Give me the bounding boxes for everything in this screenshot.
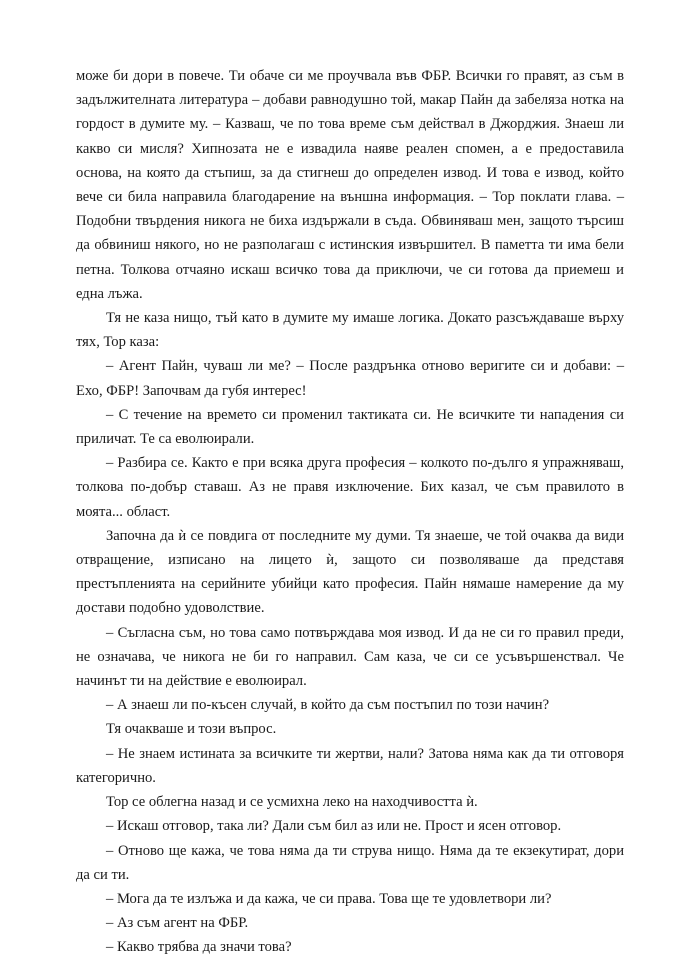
paragraph: Тя не каза нищо, тъй като в думите му имаше логика. Докато разсъждаваше върху тях, Тор каза:	[76, 310, 624, 351]
paragraph: може би дори в повече. Ти обаче си ме проучвала във ФБР. Всички го правят, аз съм в задължителната литература – добави равнодушно той, макар Пайн да забеляза нотка на гордост в думите му. – Казваш, че по това време съм действал в Джорджия. Знаеш ли какво си мисля? Хипнозата не е извадила наяве реален спомен, а е предоставила основа, на която да стъпиш, за да стигнеш до определен извод. И това е извод, който вече си била направила благодарение на външна информация. – Тор поклати глава. – Подобни твърдения никога не биха издържали в съда. Обвиняваш мен, защото търсиш да обвиниш някого, но не разполагаш с истинския извършител. В паметта ти има бели петна. Толкова отчаяно искаш всичко това да приключи, че си готова да приемеш и една лъжа.	[76, 68, 624, 302]
paragraph: – С течение на времето си променил тактиката си. Не всичките ти нападения си приличат. Те са еволюирали.	[76, 406, 624, 448]
paragraph: – Искаш отговор, така ли? Дали съм бил аз или не. Прост и ясен отговор.	[106, 818, 562, 835]
paragraph: Тя очакваше и този въпрос.	[106, 721, 277, 738]
paragraph: – Агент Пайн, чуваш ли ме? – После раздрънка отново веригите си и добави: – Ехо, ФБР! Започвам да губя интерес!	[76, 358, 624, 399]
paragraph: – Съгласна съм, но това само потвърждава моя извод. И да не си го правил преди, не означава, че никога не би го направил. Сам каза, че си се усъвършенствал. Че начинът ти на действие е еволюирал.	[76, 624, 624, 690]
paragraph: – Какво трябва да значи това?	[106, 939, 292, 956]
paragraph: – Разбира се. Както е при всяка друга професия – колкото по-дълго я упражняваш, толкова по-добър ставаш. Аз не правя изключение. Бих казал, че съм правилото в моята... област.	[76, 455, 624, 520]
paragraph: Започна да ѝ се повдига от последните му думи. Тя знаеше, че той очаква да види отвращение, изписано на лицето ѝ, защото си позволяваше да представя престъпленията на серийните убийци като професия. Пайн нямаше намерение да му достави подобно удоволствие.	[76, 527, 624, 617]
paragraph: – Отново ще кажа, че това няма да ти струва нищо. Няма да те екзекутират, дори да си ти.	[76, 842, 624, 883]
paragraph: – Мога да те излъжа и да кажа, че си права. Това ще те удовлетвори ли?	[106, 890, 552, 907]
document-page	[76, 64, 624, 960]
paragraph: – А знаеш ли по-късен случай, в който да съм постъпил по този начин?	[106, 697, 550, 714]
paragraph: – Аз съм агент на ФБР.	[106, 915, 249, 932]
paragraph: – Не знаем истината за всичките ти жертви, нали? Затова няма как да ти отговоря категорично.	[76, 745, 624, 786]
paragraph: Тор се облегна назад и се усмихна леко на находчивостта ѝ.	[106, 794, 478, 811]
